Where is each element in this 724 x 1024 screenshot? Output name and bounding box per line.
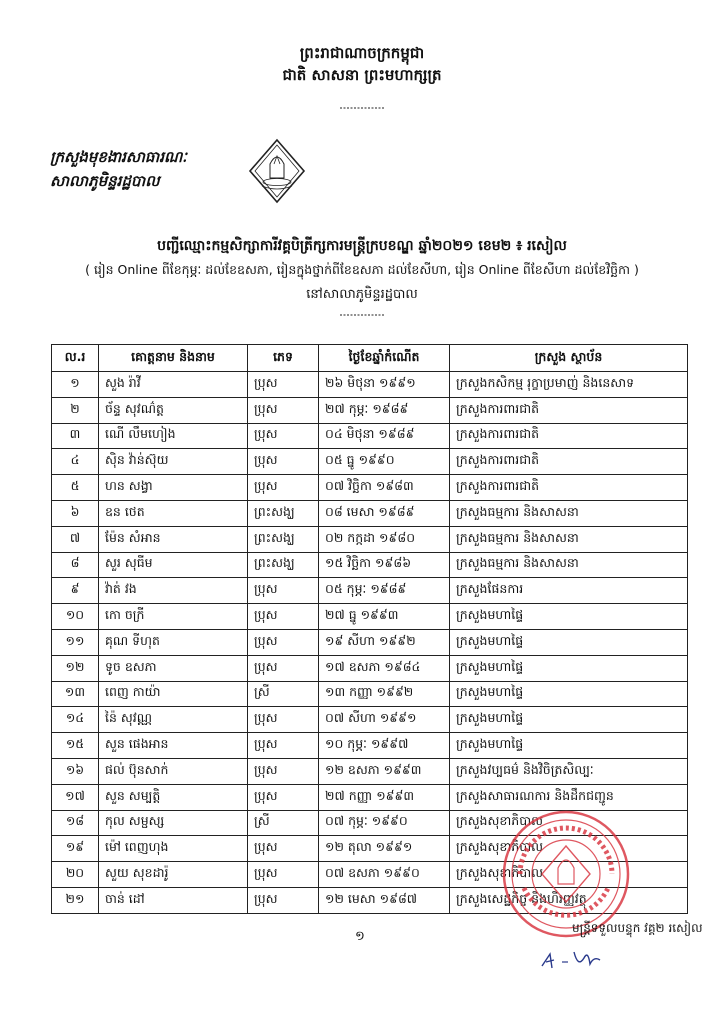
cell-name: ចាន់ ដៅ [99, 887, 248, 913]
cell-name: គុណ ទីហុត [99, 629, 248, 655]
cell-birthdate: ០៨ មេសា ១៩៨៩ [319, 500, 450, 526]
cell-name: ពេញ កាយ៉ា [99, 681, 248, 707]
document-title: បញ្ជីឈ្មោះកម្មសិក្សាការីវគ្គបិត្រីក្សការមន្ត្រីក្របខណ្ឌ ឆ្នាំ២០២១ ខេម២ ៖ រសៀល [157, 238, 567, 254]
cell-ministry: ក្រសួងការពារជាតិ [450, 475, 688, 501]
cell-birthdate: ២៧ កញ្ញា ១៩៩៣ [319, 784, 450, 810]
cell-sex: ស្រី [248, 810, 319, 836]
cell-sex: ប្រុស [248, 372, 319, 398]
column-header-number: ល.រ [52, 345, 99, 372]
cell-birthdate: ០៥ កុម្ភៈ ១៩៨៩ [319, 578, 450, 604]
table-row [52, 578, 688, 604]
cell-sex: ប្រុស [248, 423, 319, 449]
cell-sex: ស្រី [248, 681, 319, 707]
table-row [52, 758, 688, 784]
cell-number: ១៣ [52, 681, 99, 707]
cell-ministry: ក្រសួងសុខាភិបាល [450, 862, 688, 888]
cell-sex: ប្រុស [248, 707, 319, 733]
cell-ministry: ក្រសួងមហាផ្ទៃ [450, 629, 688, 655]
cell-ministry: ក្រសួងមហាផ្ទៃ [450, 707, 688, 733]
cell-sex: ប្រុស [248, 449, 319, 475]
cell-name: វ៉ាត់ វង [99, 578, 248, 604]
table-row [52, 423, 688, 449]
cell-name: កុល សម្ផស្ស [99, 810, 248, 836]
cell-sex: ប្រុស [248, 733, 319, 759]
cell-ministry: ក្រសួងសាធារណការ និងដឹកជញ្ជូន [450, 784, 688, 810]
cell-sex: ប្រុស [248, 862, 319, 888]
cell-ministry: ក្រសួងមហាផ្ទៃ [450, 604, 688, 630]
divider-ornament [340, 105, 384, 111]
cell-birthdate: ១២ តុលា ១៩៩១ [319, 836, 450, 862]
cell-sex: ប្រុស [248, 836, 319, 862]
cell-ministry: ក្រសួងការពារជាតិ [450, 449, 688, 475]
table-header-row [52, 345, 688, 372]
cell-sex: ប្រុស [248, 397, 319, 423]
table-row [52, 604, 688, 630]
cell-birthdate: ០៧ ឧសភា ១៩៩០ [319, 862, 450, 888]
cell-name: ម៉ែន សំអាន [99, 526, 248, 552]
cell-name: ម៉ៅ ពេញហុង [99, 836, 248, 862]
column-header-ministry: ក្រសួង ស្ថាប័ន [450, 345, 688, 372]
cell-sex: ព្រះសង្ឃ [248, 500, 319, 526]
table-row [52, 655, 688, 681]
cell-number: ៥ [52, 475, 99, 501]
cell-number: ៤ [52, 449, 99, 475]
cell-birthdate: ២៧ កុម្ភៈ ១៩៨៩ [319, 397, 450, 423]
cell-birthdate: ០៧ កុម្ភៈ ១៩៩០ [319, 810, 450, 836]
national-motto: ជាតិ សាសនា ព្រះមហាក្សត្រ [282, 66, 442, 84]
cell-birthdate: ០៤ មិថុនា ១៩៨៩ [319, 423, 450, 449]
column-header-sex: ភេទ [248, 345, 319, 372]
cell-number: ៩ [52, 578, 99, 604]
cell-name: កោ ចក្រី [99, 604, 248, 630]
cell-ministry: ក្រសួងមហាផ្ទៃ [450, 733, 688, 759]
cell-sex: ព្រះសង្ឃ [248, 526, 319, 552]
table-row [52, 784, 688, 810]
cell-number: ៣ [52, 423, 99, 449]
cell-name: សួយ សុខដារ៉ូ [99, 862, 248, 888]
column-header-name: គោត្តនាម និងនាម [99, 345, 248, 372]
table-row [52, 526, 688, 552]
document-subtitle: ( រៀន Online ពីខែកុម្ភៈ ដល់ខែឧសភា, រៀនក្នុងថ្នាក់ពីខែឧសភា ដល់ខែសីហា, រៀន Online ពីខែសីហា ដល់ខែវិច្ឆិកា ) [85, 262, 639, 277]
cell-ministry: ក្រសួងសុខាភិបាល [450, 836, 688, 862]
cell-ministry: ក្រសួងធម្មការ និងសាសនា [450, 500, 688, 526]
cell-sex: ប្រុស [248, 629, 319, 655]
cell-birthdate: ០៥ ធ្នូ ១៩៩០ [319, 449, 450, 475]
cell-name: ផល់ ប៊ុនសាក់ [99, 758, 248, 784]
cell-number: ១៧ [52, 784, 99, 810]
cell-birthdate: ០៧ វិច្ឆិកា ១៩៨៣ [319, 475, 450, 501]
cell-name: ស៊ិន វ៉ាន់ស៊ុយ [99, 449, 248, 475]
cell-name: ច័ន្ទ សុវណ៌ត្ត [99, 397, 248, 423]
cell-number: ៧ [52, 526, 99, 552]
table-row [52, 449, 688, 475]
cell-number: ១៨ [52, 810, 99, 836]
cell-name: សួន ផេងអាន [99, 733, 248, 759]
cell-name: សួរ សុធីម [99, 552, 248, 578]
cell-birthdate: ១៧ ឧសភា ១៩៨៤ [319, 655, 450, 681]
cell-sex: ប្រុស [248, 604, 319, 630]
cell-number: ៦ [52, 500, 99, 526]
table-row [52, 552, 688, 578]
cell-name: ន៉ៃ សុវណ្ណ [99, 707, 248, 733]
cell-sex: ប្រុស [248, 887, 319, 913]
cell-number: ២១ [52, 887, 99, 913]
table-row [52, 397, 688, 423]
cell-birthdate: ១២ មេសា ១៩៨៧ [319, 887, 450, 913]
cell-number: ២ [52, 397, 99, 423]
cell-number: ៨ [52, 552, 99, 578]
table-row [52, 500, 688, 526]
cell-number: ១៥ [52, 733, 99, 759]
cell-birthdate: ១៩ សីហា ១៩៩២ [319, 629, 450, 655]
cell-birthdate: ១៥ វិច្ឆិកា ១៩៨៦ [319, 552, 450, 578]
cell-birthdate: ០២ កក្កដា ១៩៨០ [319, 526, 450, 552]
cell-name: សួន សម្បត្តិ [99, 784, 248, 810]
table-row [52, 681, 688, 707]
table-row [52, 629, 688, 655]
cell-birthdate: ១២ ឧសភា ១៩៩៣ [319, 758, 450, 784]
cell-ministry: ក្រសួងកសិកម្ម រុក្ខាប្រមាញ់ និងនេសាទ [450, 372, 688, 398]
cell-ministry: ក្រសួងការពារជាតិ [450, 423, 688, 449]
royal-school-emblem-icon [248, 138, 306, 204]
cell-number: ១៩ [52, 836, 99, 862]
cell-ministry: ក្រសួងមហាផ្ទៃ [450, 681, 688, 707]
cell-sex: ប្រុស [248, 578, 319, 604]
table-row [52, 733, 688, 759]
cell-birthdate: ១០ កុម្ភៈ ១៩៩៧ [319, 733, 450, 759]
ministry-name: ក្រសួងមុខងារសាធារណៈ [50, 148, 187, 166]
cell-number: ២០ [52, 862, 99, 888]
signatory-title: មន្ត្រីទទួលបន្ទុក វគ្គ២ រសៀល [572, 921, 703, 935]
cell-sex: ប្រុស [248, 475, 319, 501]
divider-ornament [340, 312, 384, 318]
cell-name: ហន សង្វា [99, 475, 248, 501]
cell-sex: ប្រុស [248, 784, 319, 810]
cell-ministry: ក្រសួងធម្មការ និងសាសនា [450, 526, 688, 552]
cell-number: ១១ [52, 629, 99, 655]
cell-ministry: ក្រសួងសុខាភិបាល [450, 810, 688, 836]
cell-name: សួង រ៉ាវី [99, 372, 248, 398]
cell-birthdate: ០៧ សីហា ១៩៩១ [319, 707, 450, 733]
signature-mark [538, 946, 608, 974]
cell-ministry: ក្រសួងមហាផ្ទៃ [450, 655, 688, 681]
cell-birthdate: ២៦ មិថុនា ១៩៩១ [319, 372, 450, 398]
cell-number: ១៤ [52, 707, 99, 733]
cell-birthdate: ១៣ កញ្ញា ១៩៩២ [319, 681, 450, 707]
cell-name: ណើ លឹមហៀង [99, 423, 248, 449]
school-name: សាលាភូមិន្ទរដ្ឋបាល [50, 172, 160, 190]
cell-ministry: ក្រសួងផែនការ [450, 578, 688, 604]
cell-sex: ព្រះសង្ឃ [248, 552, 319, 578]
column-header-birthdate: ថ្ងៃខែឆ្នាំកំណើត [319, 345, 450, 372]
table-row [52, 475, 688, 501]
cell-ministry: ក្រសួងធម្មការ និងសាសនា [450, 552, 688, 578]
cell-number: ១២ [52, 655, 99, 681]
cell-sex: ប្រុស [248, 655, 319, 681]
cell-number: ១៦ [52, 758, 99, 784]
cell-number: ១០ [52, 604, 99, 630]
cell-sex: ប្រុស [248, 758, 319, 784]
cell-ministry: ក្រសួងការពារជាតិ [450, 397, 688, 423]
table-row [52, 707, 688, 733]
cell-name: ទូច ឧសភា [99, 655, 248, 681]
cell-number: ១ [52, 372, 99, 398]
page-number: ១ [355, 929, 365, 944]
kingdom-heading: ព្រះរាជាណាចក្រកម្ពុជា [299, 44, 425, 62]
cell-ministry: ក្រសួងវប្បធម៌ និងវិចិត្រសិល្បៈ [450, 758, 688, 784]
cell-name: ឧន ថេត [99, 500, 248, 526]
cell-ministry: ក្រសួងសេដ្ឋកិច្ច និងហិរញ្ញវត្ថុ [450, 887, 688, 913]
table-row [52, 372, 688, 398]
document-location: នៅសាលាភូមិន្ទរដ្ឋបាល [306, 287, 418, 302]
cell-birthdate: ២៧ ធ្នូ ១៩៩៣ [319, 604, 450, 630]
